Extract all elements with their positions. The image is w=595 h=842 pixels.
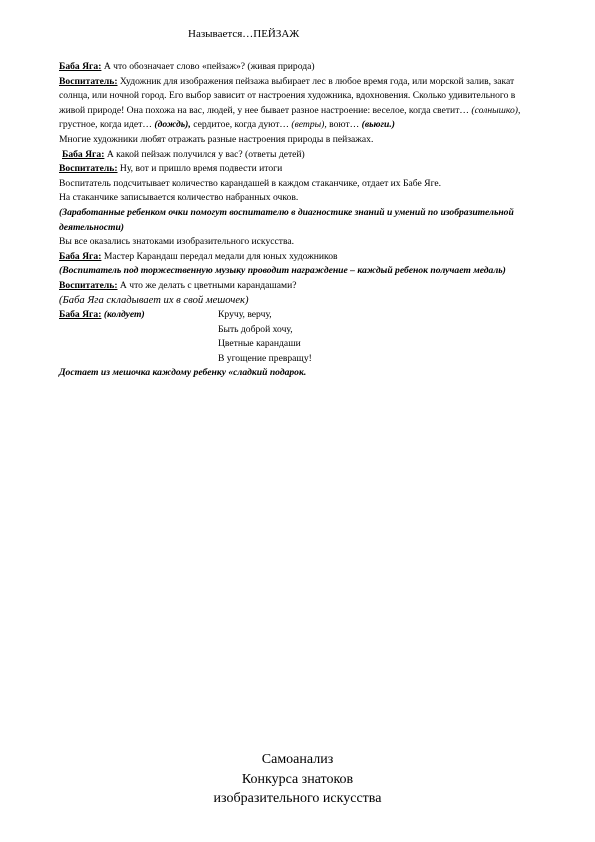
paragraph-text-line: Вы все оказались знатоками изобразительного искусства. [59, 236, 295, 248]
poem-block [59, 308, 529, 366]
poem-line [59, 308, 529, 323]
paragraph-text: А что обозначает слово «пейзаж»? (живая природа) [103, 61, 315, 72]
paragraph-note-bag: (Баба Яга складывает их в свой мешочек) [59, 294, 249, 306]
answer-winds: (ветры), [291, 119, 327, 131]
answer-blizzard: (вьюги.) [361, 119, 395, 131]
paragraph-note-diagnostics: (Заработанные ребенком очки помогут воспитателю в диагностике знаний и умений по изобразительной деятельности) [59, 206, 514, 233]
paragraph-text: Мастер Карандаш передал медали для юных художников [103, 250, 338, 262]
paragraph-teacher-results [59, 162, 529, 177]
page-title: Называется…ПЕЙЗАЖ [188, 28, 300, 40]
poem-line: В угощение превращу! [218, 352, 312, 364]
self-analysis-heading [0, 750, 595, 809]
paragraph-baba-yaga-medals [59, 250, 529, 265]
poem-line: Быть доброй хочу, [218, 323, 293, 335]
footer-line: Конкурса знатоков [241, 771, 354, 787]
poem-line: Цветные карандаши [218, 338, 301, 350]
speaker-label: Воспитатель: [59, 75, 118, 87]
paragraph-baba-yaga-question [59, 60, 529, 75]
poem-label [59, 308, 218, 323]
paragraph-text: грустное, когда идет… [59, 119, 152, 131]
document-body [59, 60, 529, 381]
speaker-label: Воспитатель: [59, 163, 118, 175]
paragraph-text-line: Многие художники любят отражать разные настроения природы в пейзажах. [59, 133, 374, 145]
footer-line: Самоанализ [261, 752, 334, 767]
speaker-label: Баба Яга: [59, 61, 102, 72]
answer-rain: (дождь), [154, 119, 191, 131]
footer-line: изобразительного искусства [213, 791, 382, 806]
paragraph-note-awarding: (Воспитатель под торжественную музыку проводит награждение – каждый ребенок получает медаль) [59, 265, 506, 277]
speaker-label: Баба Яга: [59, 250, 102, 262]
paragraph-text: А какой пейзаж получился у вас? (ответы детей) [106, 148, 305, 160]
paragraph-text: А что же делать с цветными карандашами? [119, 279, 297, 291]
speaker-label: Баба Яга: [59, 309, 102, 321]
paragraph-text: воют… [329, 119, 360, 131]
paragraph-text: сердитое, когда дуют… [193, 119, 290, 131]
answer-sun: (солнышко), [471, 104, 521, 116]
paragraph-baba-yaga-asks [59, 148, 529, 163]
stage-note: (колдует) [103, 309, 145, 321]
paragraph-teacher-pencils [59, 279, 529, 294]
paragraph-text: Художник для изображения пейзажа выбирает лес в любое время года, или морской залив, закат солнца, или ночной город. Его выбор зависит от настроения художника, вдохновения. Сколько удивительного в живой природе! Она похожа на вас, людей, у нее бывает разное настроение: веселое, когда светит… [59, 75, 516, 116]
speaker-label: Баба Яга: [62, 148, 105, 160]
paragraph-gift: Достает из мешочка каждому ребенку «сладкий подарок. [59, 367, 307, 379]
paragraph-text: Ну, вот и пришло время подвести итоги [119, 163, 283, 175]
paragraph-text-line: Воспитатель подсчитывает количество карандашей в каждом стаканчике, отдает их Бабе Яге. [59, 177, 442, 189]
poem-text: Кручу, верчу, [218, 309, 272, 321]
speaker-label: Воспитатель: [59, 279, 118, 291]
paragraph-teacher-landscape [59, 75, 529, 133]
paragraph-text-line: На стаканчике записывается количество набранных очков. [59, 192, 299, 204]
